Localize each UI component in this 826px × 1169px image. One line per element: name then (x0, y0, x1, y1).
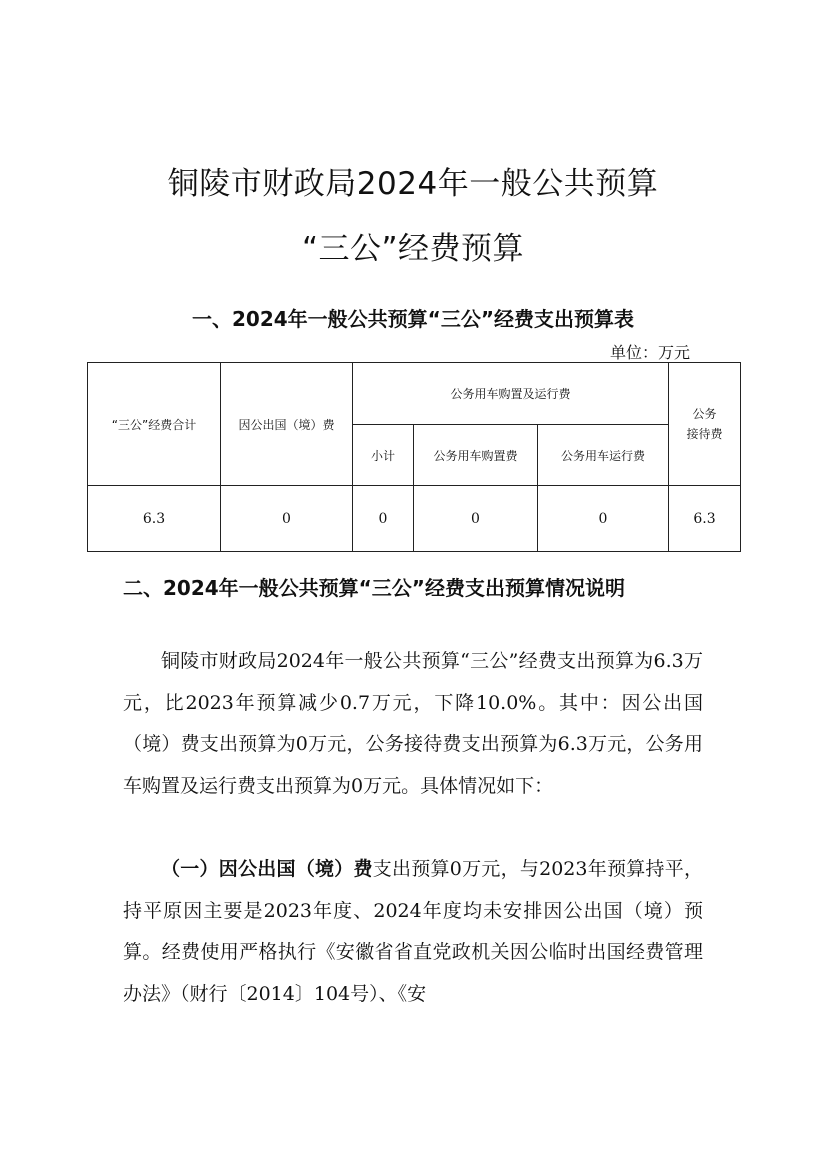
value-vehicle-operation: 0 (538, 486, 669, 552)
document-title-line2: “三公”经费预算 (301, 231, 525, 267)
budget-table (87, 362, 741, 552)
paragraph-summary: 铜陵市财政局2024年一般公共预算“三公”经费支出预算为6.3万元，比2023年预算减少0.7万元，下降10.0%。其中：因公出国（境）费支出预算为0万元，公务接待费支出预算为6.3万元，公务用车购置及运行费支出预算为0万元。具体情况如下： (123, 650, 703, 797)
value-overseas: 0 (221, 486, 353, 552)
header-vehicle-operation: 公务用车运行费 (538, 425, 669, 486)
header-overseas: 因公出国（境）费 (221, 363, 353, 486)
section1-heading: 一、2024年一般公共预算“三公”经费支出预算表 (192, 307, 634, 331)
header-subtotal: 小计 (353, 425, 414, 486)
value-vehicle-purchase: 0 (414, 486, 538, 552)
value-subtotal: 0 (353, 486, 414, 552)
header-vehicle-group: 公务用车购置及运行费 (353, 363, 669, 425)
paragraph-overseas-text: 支出预算0万元，与2023年预算持平，持平原因主要是2023年度、2024年度均未安排因公出国（境）预算。经费使用严格执行《安徽省省直党政机关因公临时出国经费管理办法》（财行〔2014〕104号）、《安 (123, 858, 703, 1005)
header-total: “三公”经费合计 (88, 363, 221, 486)
paragraph-overseas (123, 849, 703, 1015)
unit-label: 单位：万元 (610, 343, 691, 362)
header-vehicle-purchase: 公务用车购置费 (414, 425, 538, 486)
document-title-line1: 铜陵市财政局2024年一般公共预算 (167, 166, 659, 202)
section2-heading: 二、2024年一般公共预算“三公”经费支出预算情况说明 (123, 576, 625, 600)
paragraph-overseas-lead: （一）因公出国（境）费 (161, 858, 373, 880)
value-reception: 6.3 (669, 486, 741, 552)
header-reception: 公务 接待费 (669, 363, 741, 486)
value-total: 6.3 (88, 486, 221, 552)
